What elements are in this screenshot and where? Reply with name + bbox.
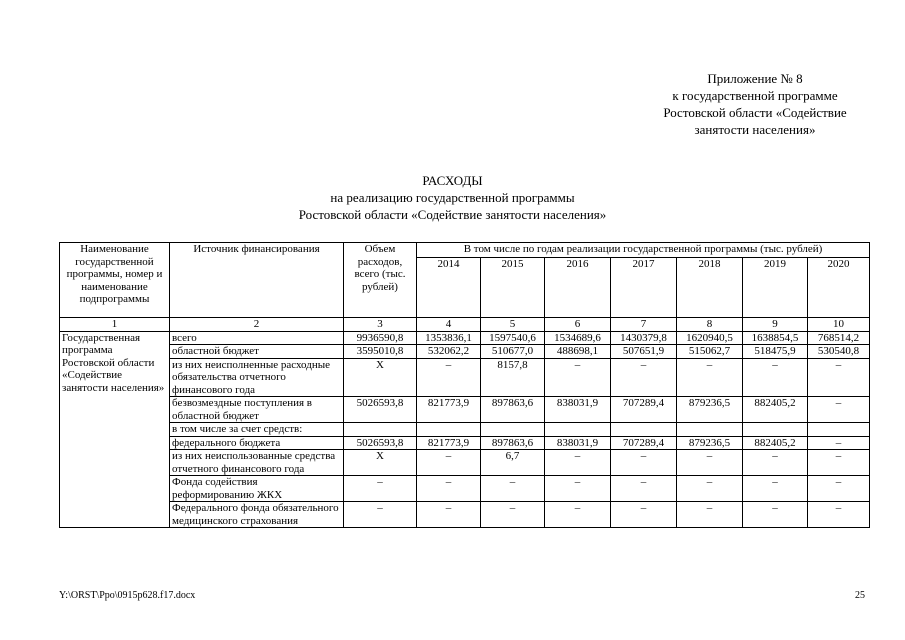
column-number: 4 (417, 318, 481, 332)
source-cell: в том числе за счет средств: (170, 423, 344, 437)
value-cell: – (344, 476, 417, 502)
value-cell: – (545, 358, 611, 397)
value-cell: 5026593,8 (344, 397, 417, 423)
value-cell: 532062,2 (417, 345, 481, 359)
value-cell: – (808, 502, 870, 528)
value-cell: 879236,5 (677, 397, 743, 423)
value-cell: 6,7 (481, 450, 545, 476)
source-cell: из них неисполненные расходные обязательства отчетного финансового года (170, 358, 344, 397)
header-total: Объем расходов, всего (тыс. рублей) (344, 243, 417, 318)
column-number: 3 (344, 318, 417, 332)
source-cell: безвозмездные поступления в областной бюджет (170, 397, 344, 423)
header-name: Наименование государственной программы, номер и наименование подпрограммы (60, 243, 170, 318)
table-row (60, 476, 870, 502)
value-cell: 838031,9 (545, 397, 611, 423)
value-cell (808, 423, 870, 437)
value-cell: – (344, 502, 417, 528)
appendix-line: Ростовской области «Содействие (663, 105, 847, 120)
value-cell: 1534689,6 (545, 331, 611, 345)
header-year: 2015 (481, 258, 545, 318)
source-cell: всего (170, 331, 344, 345)
source-cell: Фонда содействия реформированию ЖКХ (170, 476, 344, 502)
value-cell: – (545, 476, 611, 502)
value-cell: – (417, 358, 481, 397)
source-cell: из них неиспользованные средства отчетного финансового года (170, 450, 344, 476)
value-cell: – (808, 436, 870, 450)
table-row (60, 358, 870, 397)
appendix-header (600, 70, 905, 138)
value-cell: – (743, 476, 808, 502)
value-cell (417, 423, 481, 437)
value-cell: – (481, 476, 545, 502)
source-cell: Федерального фонда обязательного медицинского страхования (170, 502, 344, 528)
value-cell: 510677,0 (481, 345, 545, 359)
header-year: 2019 (743, 258, 808, 318)
value-cell: 882405,2 (743, 436, 808, 450)
value-cell: 8157,8 (481, 358, 545, 397)
value-cell: – (481, 502, 545, 528)
table-row (60, 436, 870, 450)
value-cell: – (743, 502, 808, 528)
value-cell: 530540,8 (808, 345, 870, 359)
value-cell: – (808, 450, 870, 476)
value-cell: 1353836,1 (417, 331, 481, 345)
program-name: Государственная программа Ростовской области «Содействие занятости населения» (60, 331, 170, 528)
value-cell: – (611, 502, 677, 528)
value-cell: 821773,9 (417, 397, 481, 423)
value-cell: – (417, 502, 481, 528)
column-number: 5 (481, 318, 545, 332)
value-cell: 897863,6 (481, 397, 545, 423)
value-cell: – (743, 450, 808, 476)
source-cell: федерального бюджета (170, 436, 344, 450)
value-cell: – (611, 358, 677, 397)
value-cell: 707289,4 (611, 397, 677, 423)
value-cell: – (417, 450, 481, 476)
value-cell: 707289,4 (611, 436, 677, 450)
header-year: 2014 (417, 258, 481, 318)
value-cell: – (677, 450, 743, 476)
value-cell: 5026593,8 (344, 436, 417, 450)
column-number: 10 (808, 318, 870, 332)
source-cell: областной бюджет (170, 345, 344, 359)
value-cell: – (808, 397, 870, 423)
value-cell: 821773,9 (417, 436, 481, 450)
footer-page-number: 25 (855, 590, 865, 601)
value-cell: – (743, 358, 808, 397)
value-cell (743, 423, 808, 437)
value-cell: 9936590,8 (344, 331, 417, 345)
value-cell: – (808, 476, 870, 502)
value-cell: 1620940,5 (677, 331, 743, 345)
appendix-line: к государственной программе (672, 88, 838, 103)
column-number: 6 (545, 318, 611, 332)
appendix-line: Приложение № 8 (707, 71, 803, 86)
table-row (60, 502, 870, 528)
value-cell: – (677, 358, 743, 397)
value-cell: 507651,9 (611, 345, 677, 359)
value-cell: 1597540,6 (481, 331, 545, 345)
value-cell (677, 423, 743, 437)
footer-file-path: Y:\ORST\Ppo\0915p628.f17.docx (59, 590, 196, 601)
value-cell: 879236,5 (677, 436, 743, 450)
value-cell (545, 423, 611, 437)
title-line: на реализацию государственной программы (330, 190, 575, 205)
table-row (60, 397, 870, 423)
header-year: 2020 (808, 258, 870, 318)
value-cell: – (545, 502, 611, 528)
header-year: 2017 (611, 258, 677, 318)
value-cell: 488698,1 (545, 345, 611, 359)
value-cell: 1430379,8 (611, 331, 677, 345)
value-cell: – (677, 502, 743, 528)
value-cell: – (417, 476, 481, 502)
value-cell: 838031,9 (545, 436, 611, 450)
value-cell: 897863,6 (481, 436, 545, 450)
header-source: Источник финансирования (170, 243, 344, 318)
column-number: 8 (677, 318, 743, 332)
appendix-line: занятости населения» (694, 122, 816, 137)
value-cell: 3595010,8 (344, 345, 417, 359)
title-line: РАСХОДЫ (422, 173, 483, 188)
value-cell: 768514,2 (808, 331, 870, 345)
value-cell: 515062,7 (677, 345, 743, 359)
table-row (60, 331, 870, 345)
document-title (0, 172, 905, 223)
value-cell (481, 423, 545, 437)
value-cell: – (545, 450, 611, 476)
value-cell: Х (344, 450, 417, 476)
value-cell: – (677, 476, 743, 502)
value-cell: 1638854,5 (743, 331, 808, 345)
table-row (60, 450, 870, 476)
header-by-years: В том числе по годам реализации государственной программы (тыс. рублей) (417, 243, 870, 258)
value-cell: – (808, 358, 870, 397)
value-cell: 518475,9 (743, 345, 808, 359)
column-number-row (60, 318, 870, 332)
header-year: 2018 (677, 258, 743, 318)
value-cell: – (611, 450, 677, 476)
column-number: 7 (611, 318, 677, 332)
expenses-table (59, 242, 870, 528)
title-line: Ростовской области «Содействие занятости населения» (298, 207, 607, 222)
value-cell: 882405,2 (743, 397, 808, 423)
value-cell: Х (344, 358, 417, 397)
column-number: 9 (743, 318, 808, 332)
table-row (60, 345, 870, 359)
table-row (60, 423, 870, 437)
value-cell (611, 423, 677, 437)
value-cell: – (611, 476, 677, 502)
column-number: 2 (170, 318, 344, 332)
header-year: 2016 (545, 258, 611, 318)
value-cell (344, 423, 417, 437)
column-number: 1 (60, 318, 170, 332)
